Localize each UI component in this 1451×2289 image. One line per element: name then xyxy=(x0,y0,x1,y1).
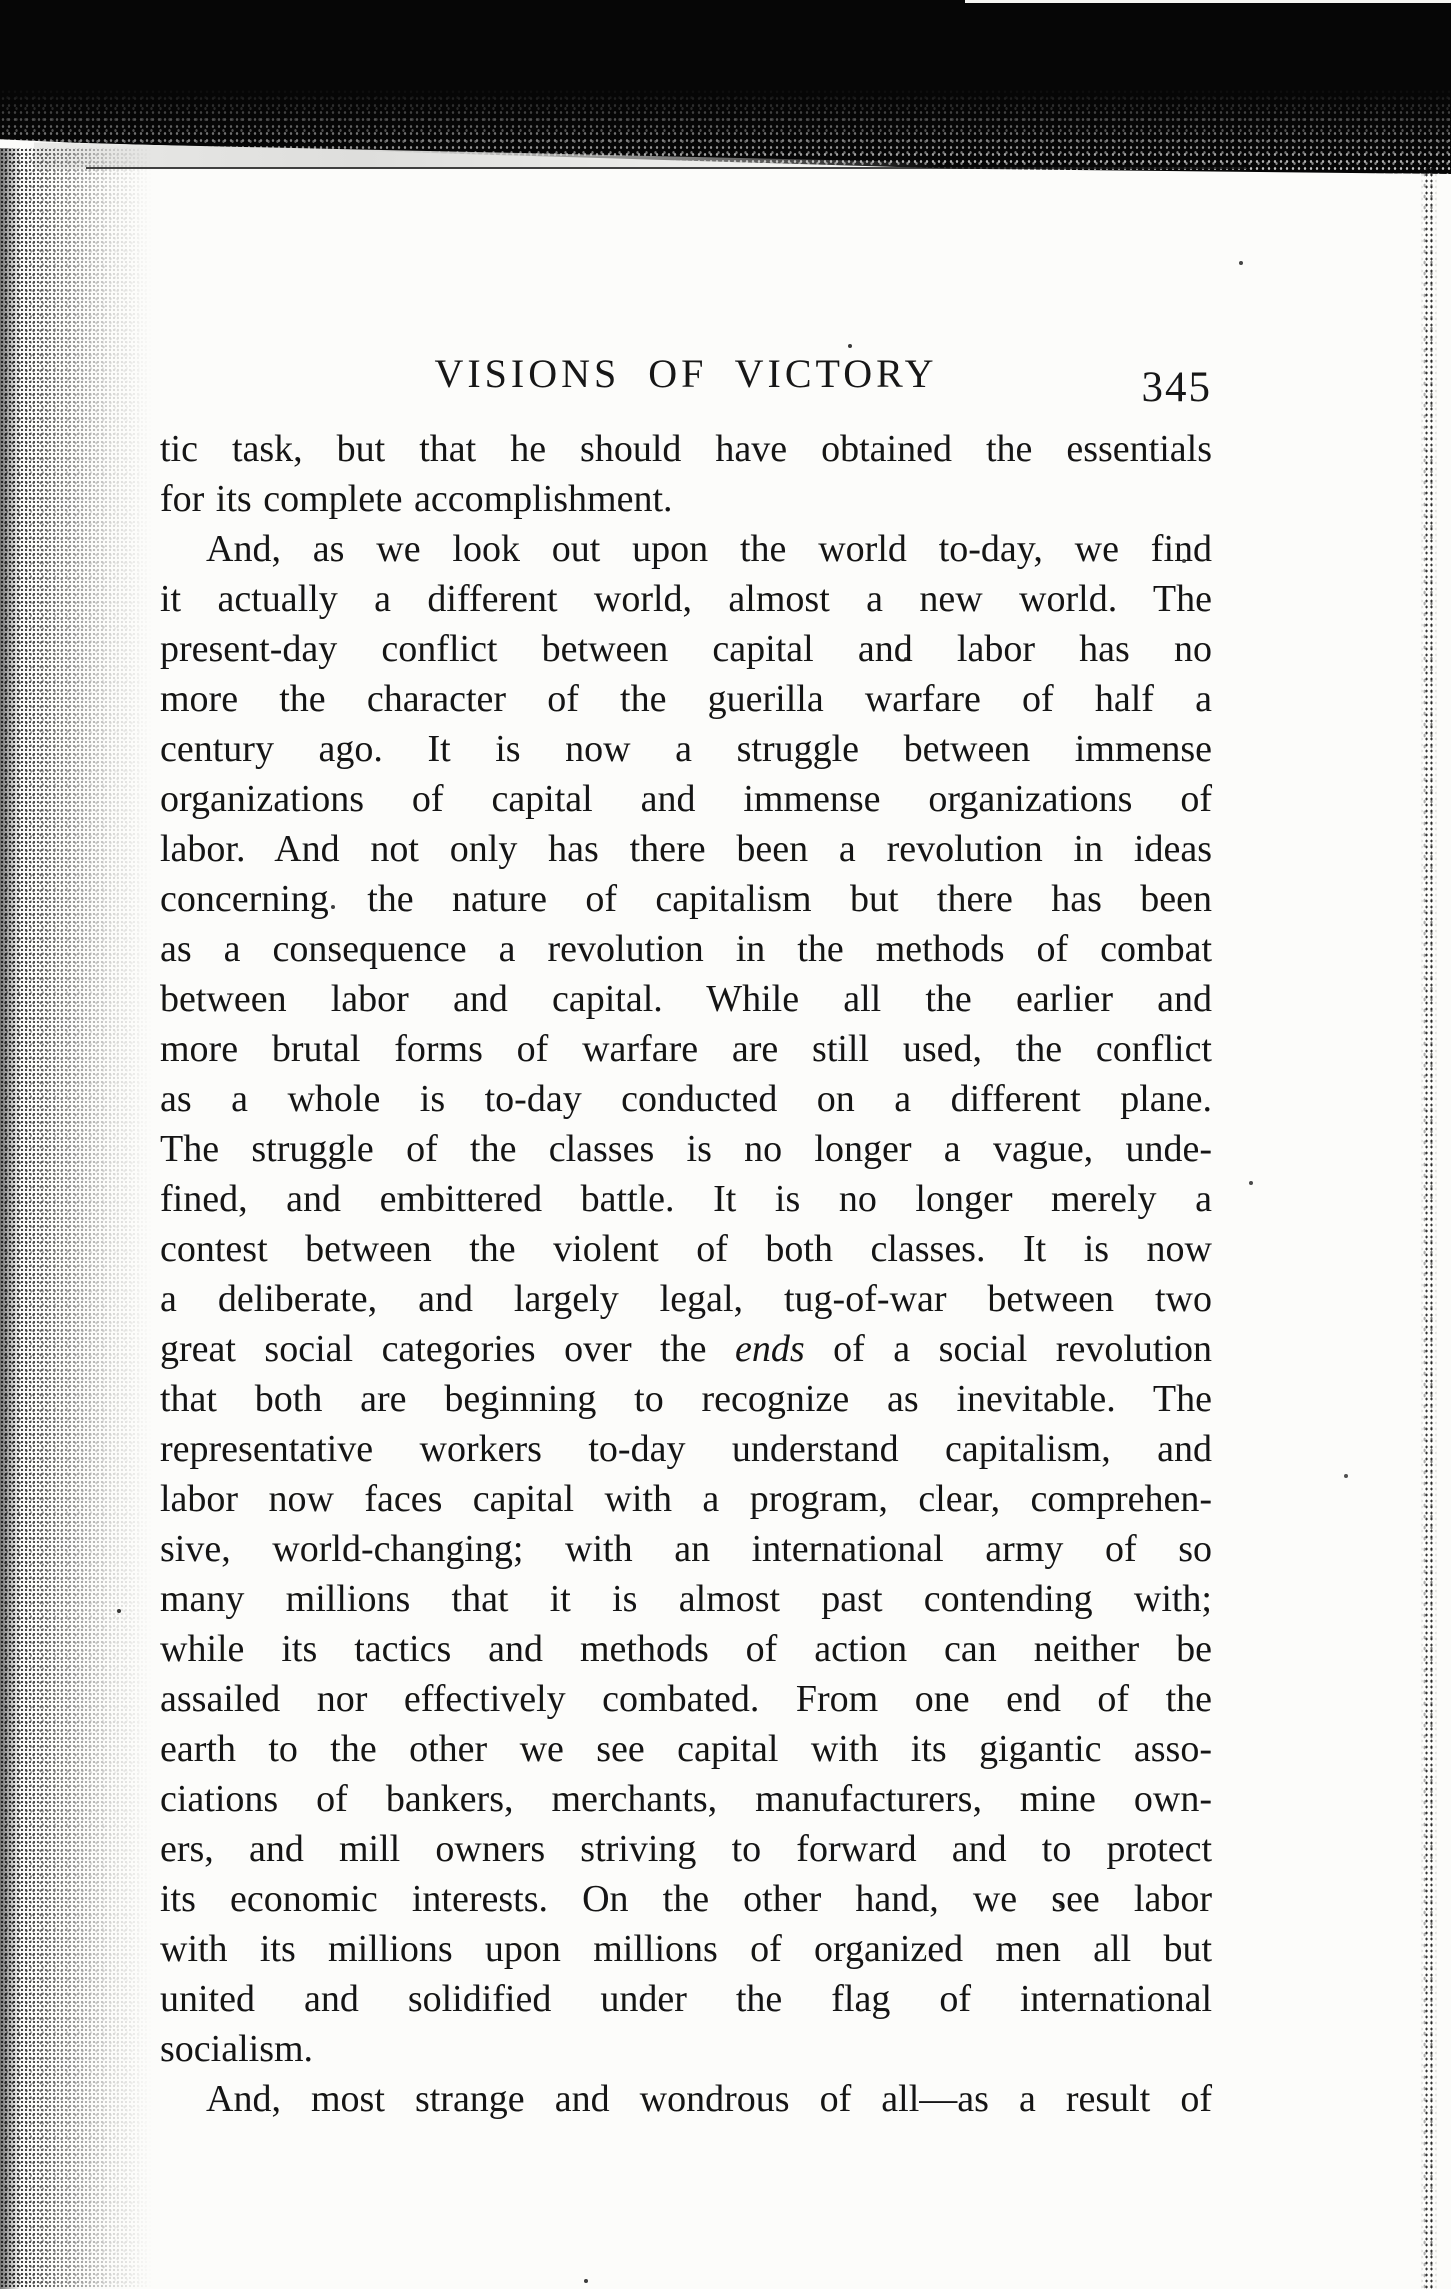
scan-specks xyxy=(0,0,2,2)
text-line: assailed nor effectively combated. From one end of the xyxy=(160,1678,1212,1720)
text-line: earth to the other we see capital with its gigantic asso- xyxy=(160,1728,1212,1770)
text-line: united and solidified under the flag of international xyxy=(160,1978,1212,2020)
left-edge-grain-texture xyxy=(0,148,158,2289)
text-line: tic task, but that he should have obtained the essentials xyxy=(160,428,1212,470)
text-line: that both are beginning to recognize as inevitable. The xyxy=(160,1378,1212,1420)
text-line: many millions that it is almost past contending with; xyxy=(160,1578,1212,1620)
text-line: for its complete accomplishment. xyxy=(160,478,673,520)
italic-word: ends xyxy=(735,1328,805,1370)
text-line: labor. And not only has there been a revolution in ideas xyxy=(160,828,1212,870)
text-line: labor now faces capital with a program, clear, comprehen- xyxy=(160,1478,1212,1520)
text-line: more brutal forms of warfare are still used, the conflict xyxy=(160,1028,1212,1070)
text-line: ciations of bankers, merchants, manufacturers, mine own- xyxy=(160,1778,1212,1820)
text-line: concerning the nature of capitalism but there has been xyxy=(160,878,1212,920)
text-line xyxy=(160,1324,1212,1374)
text-line: as a consequence a revolution in the methods of combat xyxy=(160,928,1212,970)
text-line: fined, and embittered battle. It is no longer merely a xyxy=(160,1178,1212,1220)
text-line: between labor and capital. While all the earlier and xyxy=(160,978,1212,1020)
text-line: as a whole is to-day conducted on a different plane. xyxy=(160,1078,1212,1120)
scan-band-bottom-line xyxy=(86,167,1246,169)
scan-gap-sliver xyxy=(965,0,1451,3)
text-line: with its millions upon millions of organized men all but xyxy=(160,1928,1212,1970)
text-line: present-day conflict between capital and labor has no xyxy=(160,628,1212,670)
text-line: ers, and mill owners striving to forward and to protect xyxy=(160,1828,1212,1870)
text-line: it actually a different world, almost a new world. The xyxy=(160,578,1212,620)
text-line: sive, world-changing; with an international army of so xyxy=(160,1528,1212,1570)
text-line-segment: great social categories over the xyxy=(160,1328,736,1370)
text-line: socialism. xyxy=(160,2028,314,2070)
text-line: The struggle of the classes is no longer a vague, unde- xyxy=(160,1128,1212,1170)
text-line: And, most strange and wondrous of all—as a result of xyxy=(206,2078,1212,2120)
text-line: organizations of capital and immense organizations of xyxy=(160,778,1212,820)
page-header xyxy=(160,350,1212,422)
text-line: contest between the violent of both classes. It is now xyxy=(160,1228,1212,1270)
text-line: more the character of the guerilla warfare of half a xyxy=(160,678,1212,720)
text-line: a deliberate, and largely legal, tug-of-war between two xyxy=(160,1278,1212,1320)
text-line: representative workers to-day understand capitalism, and xyxy=(160,1428,1212,1470)
text-line: while its tactics and methods of action can neither be xyxy=(160,1628,1212,1670)
text-line: its economic interests. On the other hand, we see labor xyxy=(160,1878,1212,1920)
running-title: VISIONS OF VICTORY xyxy=(434,351,938,396)
page-text xyxy=(160,424,1212,2124)
text-line-segment: of a social revolution xyxy=(804,1328,1212,1370)
right-page-edge-dots xyxy=(1421,166,1437,2289)
page-number: 345 xyxy=(1141,364,1212,411)
text-line: century ago. It is now a struggle between immense xyxy=(160,728,1212,770)
text-line: And, as we look out upon the world to-day, we find xyxy=(206,528,1212,570)
